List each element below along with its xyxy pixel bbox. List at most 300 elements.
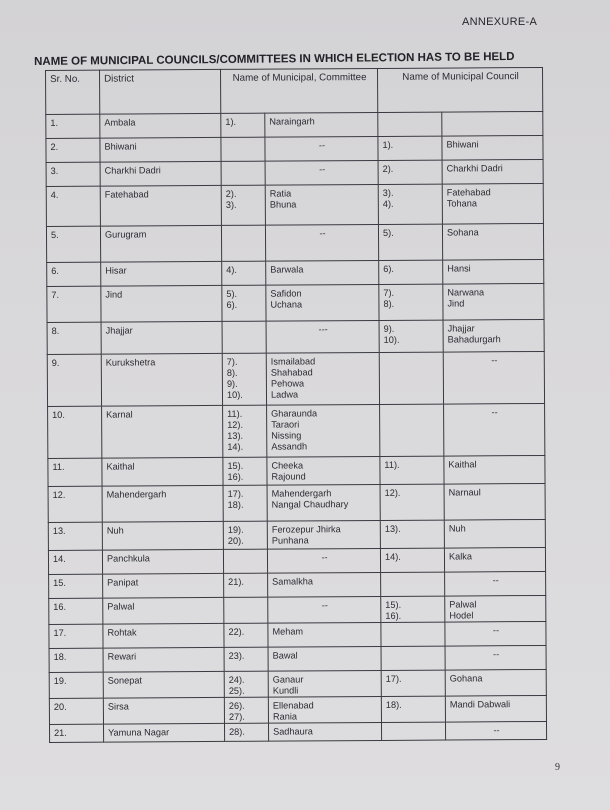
council-no-cell: [381, 646, 445, 670]
committee-name-cell: [267, 520, 380, 549]
committee-name-cell: [265, 136, 378, 161]
council-name-cell: [442, 223, 543, 260]
committee-name-cell: [267, 456, 380, 485]
council-name-cell-line: Tohana: [446, 198, 477, 209]
committee-no-cell-line: 7).: [226, 356, 238, 367]
table-row: [47, 319, 544, 354]
council-no-cell: [378, 184, 442, 224]
council-name-cell: [445, 571, 546, 596]
committee-no-cell-line: 28).: [229, 726, 245, 737]
sr-no-cell: [47, 262, 101, 286]
table-row: [46, 223, 543, 262]
council-no-cell: [381, 596, 445, 622]
district-cell-line: Nuh: [106, 525, 124, 536]
committee-name-cell: [268, 646, 381, 671]
committee-no-cell-line: 16).: [227, 471, 244, 482]
table-row: [47, 351, 544, 406]
table-row: [49, 595, 546, 624]
council-no-cell-line: 9).: [383, 323, 395, 334]
committee-no-cell: [222, 285, 266, 321]
table-row: [46, 111, 543, 138]
district-cell-line: Fatehabad: [104, 189, 149, 200]
sr-no-cell: [46, 138, 100, 162]
table-row: [46, 159, 543, 186]
committee-name-cell-line: Kundli: [272, 685, 299, 696]
district-cell: [101, 353, 222, 406]
committee-name-cell-line: --: [318, 140, 326, 151]
council-name-cell-line: Mandi Dabwali: [449, 699, 511, 710]
sr-no-cell-line: 21.: [54, 727, 67, 738]
committee-no-cell-line: 26).: [228, 700, 245, 711]
council-no-cell-line: 4).: [382, 198, 394, 209]
table-row: [48, 403, 545, 458]
council-name-cell-line: Hodel: [449, 610, 474, 621]
committee-name-cell-line: Taraori: [271, 419, 300, 430]
committee-name-cell-line: Uchana: [270, 299, 303, 310]
council-name-cell: [444, 547, 545, 572]
council-name-cell-line: Kalka: [448, 551, 472, 562]
council-name-cell: [445, 645, 546, 670]
district-cell-line: Mahendergarh: [106, 489, 167, 500]
committee-no-cell: [224, 647, 268, 671]
district-cell: [102, 549, 223, 574]
district-cell-line: Rohtak: [107, 627, 137, 638]
council-no-cell: [378, 112, 442, 136]
district-cell-line: Jhajjar: [105, 325, 133, 336]
council-no-cell-line: 5).: [382, 227, 394, 238]
committee-name-cell-line: Ellenabad: [272, 700, 314, 711]
header-district: District: [100, 69, 221, 114]
council-no-cell-line: 17).: [385, 673, 402, 684]
council-no-cell: [380, 484, 444, 520]
committee-no-cell: [221, 137, 265, 161]
table-row: [48, 547, 545, 574]
table-row: [46, 135, 543, 162]
committee-name-cell: [267, 404, 380, 457]
council-name-cell: [445, 669, 546, 696]
council-no-cell-line: 3).: [382, 187, 394, 198]
committee-name-cell: [266, 260, 379, 285]
committee-name-cell-line: --: [319, 164, 326, 175]
district-cell-line: Jind: [105, 289, 123, 300]
council-name-cell-line: Fatehabad: [446, 187, 491, 198]
committee-no-cell-line: 22).: [228, 626, 245, 637]
committee-name-cell-line: Cheeka: [271, 460, 304, 471]
table-row: [49, 621, 546, 648]
committee-name-cell: [267, 548, 380, 573]
council-no-cell-line: 8).: [383, 298, 395, 309]
district-cell-line: Ambala: [104, 117, 136, 128]
committee-name-cell-line: Meham: [272, 626, 304, 637]
committee-no-cell: [224, 623, 268, 647]
sr-no-cell: [47, 354, 101, 406]
table-row: [49, 669, 546, 698]
sr-no-cell-line: 11.: [52, 461, 65, 472]
header-council: Name of Municipal Council: [377, 67, 542, 112]
committee-no-cell-line: 23).: [228, 650, 245, 661]
committee-name-cell-line: Ferozepur Jhirka: [271, 524, 341, 535]
council-no-cell: [378, 136, 442, 160]
committee-name-cell-line: ---: [318, 324, 328, 335]
district-cell-line: Kaithal: [106, 461, 135, 472]
committee-name-cell-line: Nangal Chaudhary: [271, 499, 349, 510]
council-name-cell-line: --: [492, 575, 499, 586]
district-cell: [103, 647, 224, 672]
council-name-cell: [444, 403, 545, 456]
sr-no-cell: [46, 162, 100, 186]
committee-name-cell: [266, 320, 379, 353]
council-name-cell: [443, 319, 544, 352]
sr-no-cell-line: 13.: [52, 525, 66, 536]
committee-name-cell-line: Ismailabad: [270, 356, 316, 367]
committee-name-cell-line: Sadhaura: [273, 726, 313, 737]
committee-no-cell: [222, 261, 266, 285]
sr-no-cell-line: 5.: [50, 229, 59, 240]
document-title: NAME OF MUNICIPAL COUNCILS/COMMITTEES IN WHICH ELECTION HAS TO BE HELD: [34, 50, 515, 68]
council-name-cell: [443, 283, 544, 320]
committee-name-cell-line: --: [321, 552, 328, 563]
council-name-cell-line: Sohana: [446, 227, 479, 238]
committee-name-cell-line: Barwala: [270, 264, 304, 275]
council-name-cell-line: Narnaul: [448, 487, 481, 498]
committee-name-cell: [268, 572, 381, 597]
council-name-cell-line: Narwana: [447, 287, 485, 298]
header-committee: Name of Municipal, Committee: [220, 68, 377, 113]
council-no-cell-line: 2).: [382, 163, 394, 174]
committee-name-cell-line: Assandh: [271, 441, 308, 452]
council-name-cell: [444, 519, 545, 548]
committee-name-cell-line: Gharaunda: [271, 408, 318, 419]
district-cell: [103, 697, 224, 724]
sr-no-cell-line: 15.: [53, 577, 66, 588]
council-no-cell: [379, 284, 443, 320]
council-name-cell: [442, 111, 543, 136]
district-cell: [102, 405, 223, 458]
council-name-cell-line: Hansi: [447, 263, 471, 274]
committee-no-cell-line: 24).: [228, 674, 245, 685]
committee-no-cell-line: 14).: [227, 441, 244, 452]
sr-no-cell: [49, 698, 103, 724]
district-cell-line: Rewari: [107, 651, 137, 662]
committee-name-cell-line: Safidon: [270, 288, 302, 299]
sr-no-cell-line: 20.: [53, 701, 67, 712]
sr-no-cell-line: 3.: [50, 165, 59, 176]
sr-no-cell: [46, 226, 100, 262]
committee-name-cell: [268, 670, 381, 697]
council-name-cell: [445, 595, 546, 622]
committee-name-cell: [268, 696, 381, 723]
committee-name-cell-line: Rania: [272, 711, 297, 722]
district-cell-line: Hisar: [105, 265, 127, 276]
committee-name-cell: [265, 184, 378, 225]
council-no-cell: [379, 320, 443, 352]
district-cell: [101, 321, 222, 354]
sr-no-cell-line: 17.: [53, 627, 67, 638]
sr-no-cell: [48, 406, 102, 458]
committee-no-cell-line: 13).: [227, 430, 244, 441]
committee-no-cell: [224, 573, 268, 597]
committee-no-cell-line: 1).: [225, 116, 237, 127]
council-no-cell: [381, 622, 445, 646]
committee-no-cell-line: 3).: [225, 199, 237, 210]
committee-no-cell-line: 17).: [227, 488, 244, 499]
council-name-cell: [443, 351, 544, 404]
district-cell-line: Sirsa: [107, 701, 129, 712]
council-no-cell: [378, 160, 442, 184]
district-cell: [103, 723, 224, 742]
header-sr-no: Sr. No.: [46, 70, 100, 114]
committee-no-cell: [221, 225, 265, 261]
council-name-cell-line: Gohana: [449, 673, 483, 684]
council-name-cell: [444, 483, 545, 520]
district-cell: [103, 573, 224, 598]
council-no-cell-line: 11).: [384, 459, 400, 470]
committee-name-cell-line: --: [319, 228, 326, 239]
committee-no-cell-line: 2).: [225, 188, 237, 199]
committee-name-cell: [265, 112, 378, 137]
council-name-cell: [442, 183, 543, 224]
sr-no-cell-line: 9.: [51, 357, 60, 368]
table-row: [49, 645, 546, 672]
committee-name-cell-line: Nissing: [271, 430, 302, 441]
committee-no-cell: [221, 161, 265, 185]
committee-no-cell-line: 8).: [226, 367, 238, 378]
sr-no-cell: [49, 624, 103, 648]
committee-name-cell-line: Bawal: [272, 650, 298, 661]
committee-no-cell-line: 9).: [226, 378, 238, 389]
committee-no-cell: [224, 597, 268, 623]
council-name-cell: [442, 135, 543, 160]
committee-no-cell-line: 12).: [227, 419, 244, 430]
council-name-cell-line: Kaithal: [448, 459, 477, 470]
municipal-table: [45, 67, 547, 743]
committee-name-cell: [266, 352, 379, 405]
sr-no-cell-line: 4.: [50, 189, 59, 200]
council-name-cell: [443, 259, 544, 284]
committee-no-cell-line: 18).: [227, 499, 244, 510]
sr-no-cell-line: 18.: [53, 651, 67, 662]
council-no-cell: [380, 456, 444, 484]
sr-no-cell: [47, 322, 101, 354]
page-number: 9: [555, 762, 560, 773]
table-row: [49, 571, 546, 598]
committee-name-cell-line: Punhana: [271, 535, 309, 546]
council-no-cell-line: 15).: [385, 599, 402, 610]
district-cell: [103, 597, 224, 624]
committee-name-cell-line: Samalkha: [272, 576, 314, 587]
committee-name-cell: [268, 622, 381, 647]
district-cell: [100, 185, 221, 226]
district-cell-line: Karnal: [106, 409, 133, 420]
council-name-cell-line: --: [493, 725, 500, 736]
committee-name-cell-line: Ladwa: [270, 389, 299, 400]
council-no-cell: [380, 404, 444, 456]
committee-no-cell-line: 27).: [228, 711, 245, 722]
sr-no-cell: [49, 648, 103, 672]
council-no-cell-line: 10).: [383, 334, 400, 345]
sr-no-cell-line: 2.: [50, 141, 59, 152]
sr-no-cell: [49, 574, 103, 598]
district-cell: [100, 113, 221, 138]
sr-no-cell: [49, 724, 103, 742]
sr-no-cell-line: 16.: [53, 601, 67, 612]
committee-no-cell-line: 4).: [226, 264, 237, 275]
council-no-cell: [380, 548, 444, 572]
table-row: [48, 455, 545, 486]
committee-name-cell-line: --: [321, 600, 328, 611]
committee-no-cell-line: 10).: [226, 389, 243, 400]
sr-no-cell: [48, 550, 102, 574]
committee-no-cell: [222, 321, 266, 353]
council-name-cell-line: --: [491, 355, 498, 366]
committee-no-cell: [224, 697, 268, 723]
council-no-cell: [381, 572, 445, 596]
sr-no-cell-line: 6.: [51, 265, 59, 276]
table-row: [49, 695, 546, 724]
committee-no-cell-line: 6).: [226, 299, 238, 310]
council-name-cell: [445, 721, 546, 740]
sr-no-cell-line: 14.: [52, 553, 66, 564]
committee-no-cell: [223, 405, 267, 457]
committee-no-cell: [223, 485, 267, 521]
sr-no-cell-line: 10.: [52, 409, 65, 420]
committee-name-cell-line: Pehowa: [270, 378, 305, 389]
committee-name-cell: [267, 484, 380, 521]
district-cell: [102, 485, 223, 522]
district-cell-line: Sonepat: [107, 675, 142, 686]
district-cell: [102, 521, 223, 550]
district-cell: [100, 161, 221, 186]
council-no-cell-line: 16).: [385, 610, 402, 621]
committee-name-cell-line: Ganaur: [272, 674, 304, 685]
committee-name-cell-line: Shahabad: [270, 367, 313, 378]
table-row: [47, 283, 544, 322]
committee-no-cell: [221, 185, 265, 225]
sr-no-cell: [49, 598, 103, 624]
sr-no-cell: [49, 672, 103, 698]
council-name-cell: [445, 621, 546, 646]
council-name-cell-line: Palwal: [449, 599, 477, 610]
sr-no-cell: [48, 522, 102, 550]
committee-no-cell-line: 5).: [226, 288, 238, 299]
district-cell: [101, 261, 222, 286]
district-cell-line: Charkhi Dadri: [104, 165, 161, 176]
district-cell-line: Palwal: [107, 601, 135, 612]
council-name-cell-line: --: [492, 625, 500, 636]
committee-name-cell-line: Naraingarh: [269, 116, 315, 127]
council-name-cell: [445, 695, 546, 722]
council-no-cell: [380, 520, 444, 548]
district-cell-line: Panipat: [107, 577, 139, 588]
committee-name-cell: [265, 224, 378, 261]
council-no-cell-line: 13).: [384, 523, 401, 534]
district-cell: [100, 225, 221, 262]
district-cell-line: Gurugram: [104, 229, 147, 240]
council-name-cell-line: Bahadurgarh: [447, 334, 501, 345]
council-no-cell-line: 6).: [383, 263, 394, 274]
council-name-cell-line: Nuh: [448, 523, 466, 534]
committee-no-cell-line: 25).: [228, 685, 245, 696]
district-cell: [101, 285, 222, 322]
council-name-cell-line: Jind: [447, 298, 465, 309]
committee-no-cell-line: 11).: [227, 408, 243, 419]
committee-name-cell-line: Bhuna: [269, 199, 297, 210]
committee-no-cell: [224, 671, 268, 697]
table-row: [48, 519, 545, 550]
sr-no-cell: [46, 114, 100, 138]
district-cell-line: Panchkula: [106, 553, 150, 564]
committee-no-cell-line: 21).: [228, 576, 245, 587]
sr-no-cell: [46, 186, 100, 226]
committee-name-cell: [265, 160, 378, 185]
committee-no-cell: [224, 723, 268, 741]
committee-no-cell: [223, 549, 267, 573]
committee-no-cell-line: 15).: [227, 460, 244, 471]
sr-no-cell-line: 19.: [53, 675, 67, 686]
council-no-cell: [381, 722, 445, 740]
table-row: [46, 183, 543, 226]
council-no-cell-line: 18).: [385, 699, 402, 710]
council-no-cell-line: 7).: [383, 287, 395, 298]
sr-no-cell: [47, 286, 101, 322]
committee-no-cell: [223, 457, 267, 485]
sr-no-cell-line: 7.: [51, 289, 60, 300]
table-row: [49, 721, 546, 742]
council-no-cell: [381, 670, 445, 696]
table-row: [47, 259, 544, 286]
committee-no-cell: [223, 521, 267, 549]
sr-no-cell: [48, 486, 102, 522]
table-row: [48, 483, 545, 522]
council-no-cell-line: 14).: [384, 551, 401, 562]
council-no-cell: [381, 696, 445, 722]
committee-no-cell-line: 20).: [227, 535, 244, 546]
sr-no-cell-line: 8.: [51, 325, 60, 336]
council-name-cell-line: --: [492, 649, 500, 660]
council-no-cell-line: 1).: [382, 139, 394, 150]
annexure-label: ANNEXURE-A: [462, 16, 538, 28]
sr-no-cell-line: 1.: [50, 117, 59, 128]
committee-name-cell: [268, 596, 381, 623]
district-cell-line: Kurukshetra: [105, 357, 156, 368]
council-name-cell: [444, 455, 545, 484]
council-name-cell: [442, 159, 543, 184]
table-header-row: [46, 67, 543, 114]
district-cell: [100, 137, 221, 162]
district-cell-line: Bhiwani: [104, 141, 137, 152]
council-no-cell: [379, 260, 443, 284]
council-no-cell-line: 12).: [384, 487, 401, 498]
committee-name-cell: [266, 284, 379, 321]
council-no-cell: [379, 352, 443, 404]
district-cell: [103, 623, 224, 648]
committee-name-cell-line: Rajound: [271, 471, 306, 482]
committee-name-cell-line: Ratia: [269, 188, 292, 199]
council-name-cell-line: Bhiwani: [446, 139, 479, 150]
district-cell: [102, 457, 223, 486]
council-name-cell-line: Jhajjar: [447, 323, 475, 334]
committee-no-cell: [222, 353, 266, 405]
committee-name-cell: [268, 722, 381, 741]
committee-name-cell-line: Mahendergarh: [271, 488, 332, 499]
district-cell: [103, 671, 224, 698]
sr-no-cell: [48, 458, 102, 486]
council-name-cell-line: Charkhi Dadri: [446, 163, 503, 174]
committee-no-cell-line: 19).: [227, 524, 244, 535]
sr-no-cell-line: 12.: [52, 489, 66, 500]
council-no-cell: [378, 224, 442, 260]
district-cell-line: Yamuna Nagar: [108, 727, 170, 738]
